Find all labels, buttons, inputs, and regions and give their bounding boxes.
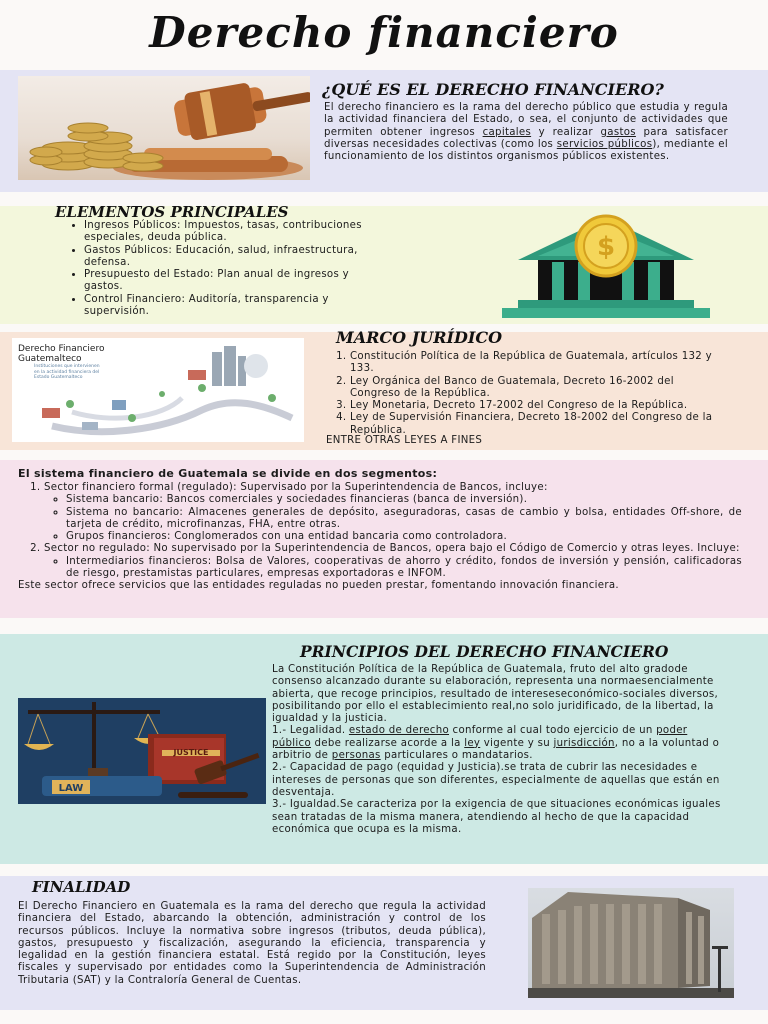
principio-legalidad: 1.- Legalidad. estado de derecho conforme al cual todo ejercicio de un poder público debe realizarse acorde a la ley vigente y su jurisdicción, no a la voluntad o arbitrio de personas particulares o mandatarios. — [272, 725, 720, 762]
list-item: • Ingresos Públicos: Impuestos, tasas, contribuciones especiales, deuda pública. — [84, 220, 386, 245]
sistema-heading: El sistema financiero de Guatemala se divide en dos segmentos: — [18, 467, 438, 480]
law-label: LAW — [58, 783, 84, 794]
marco-footer: ENTRE OTRAS LEYES A FINES — [326, 435, 483, 446]
capitales-link[interactable]: capitales — [482, 126, 532, 138]
elementos-heading: ELEMENTOS PRINCIPALES — [55, 203, 289, 221]
estado-de-derecho-link[interactable]: estado de derecho — [348, 725, 450, 737]
principios-intro: La Constitución Política de la República de Guatemala, fruto del alto gradode consenso alcanzado durante su elaboración, representa una normaesencialmente abierta, que recoge principios, resultado de interesesеconómico-sociales diversos, posibilitando por ello el establecimiento real,no solo juridificado, de la libertad, la igualdad y la justicia. — [272, 664, 719, 725]
list-item: ◦ Sistema bancario: Bancos comerciales y sociedades financieras (banca de inversión). — [66, 494, 742, 506]
sistema-body — [18, 482, 742, 593]
poder-publico-link[interactable]: poder público — [272, 725, 688, 749]
jurisdiccion-link[interactable]: jurisdicción — [553, 737, 615, 749]
personas-link[interactable]: personas — [331, 750, 381, 762]
justice-label: JUSTICE — [173, 748, 209, 757]
marco-list — [326, 351, 722, 437]
list-item: 1. Sector financiero formal (regulado): Supervisado por la Superintendencia de Bancos, incluye: ◦ Sistema bancario: Bancos comerciales y sociedades financieras (banca de inversión). ◦ Sistema no bancario: Almacenes generales de depósito, aseguradoras, casas de cambio y bolsa, entidades Off-shore, de tarjeta de crédito, microfinanzas, FHA, entre otras. ◦ Grupos financieros: Conglomerados con una entidad bancaria como controladora. — [44, 482, 742, 543]
svg-text:$: $ — [596, 232, 616, 262]
building-image — [528, 888, 734, 998]
principio-capacidad: 2.- Capacidad de pago (equidad y Justicia).se trata de cubrir las necesidades e intereses de personas que son diferentes, especialmente de aquellas que están en desventaja. — [272, 762, 720, 798]
sistema-footer: Este sector ofrece servicios que las entidades reguladas no pueden prestar, fomentando innovación financiera. — [18, 580, 619, 592]
list-item: • Control Financiero: Auditoría, transparencia y supervisión. — [84, 294, 386, 319]
city-illustration — [12, 338, 304, 442]
gavel-coins-image — [18, 76, 310, 180]
page-title: Derecho financiero — [149, 8, 619, 57]
principio-igualdad: 3.- Igualdad.Se caracteriza por la exigencia de que situaciones económicas iguales sean tratadas de la misma manera, atendiendo al hecho de que la capacidad económica que ocupa es la misma. — [272, 799, 721, 835]
que-es-text: El derecho financiero es la rama del derecho público que estudia y regula la actividad financiera del Estado, o sea, el conjunto de actividades que permiten obtener ingresos capitales y realizar gastos para satisfacer diversas necesidades colectivas (como los servicios públicos), mediante el funcionamiento de los distintos organismos públicos existentes. — [324, 102, 728, 163]
infographic-caption: Instituciones que intervienen en la actividad financiera del Estado Guatemalteco — [34, 364, 100, 380]
list-item: ◦ Sistema no bancario: Almacenes generales de depósito, aseguradoras, casas de cambio y bolsa, entidades Off-shore, de tarjeta de crédito, microfinanzas, FHA, entre otras. — [66, 507, 742, 532]
finalidad-text: El Derecho Financiero en Guatemala es la rama del derecho que regula la actividad financiera del Estado, abarcando la obtención, administración y control de los recursos públicos. Incluye la normativa sobre ingresos (tributos, deuda pública), gastos, presupuesto y fiscalización, asegurando la eficiencia, transparencia y legalidad en la gestión financiera estatal. Está regido por la Constitución, leyes fiscales y supervisado por entidades como la Superintendencia de Administración Tributaria (SAT) y la Contraloría General de Cuentas. — [18, 901, 486, 986]
finalidad-heading: FINALIDAD — [32, 878, 131, 896]
que-es-heading: ¿QUÉ ES EL DERECHO FINANCIERO? — [322, 80, 664, 99]
list-item: 1. Constitución Política de la República de Guatemala, artículos 132 y 133. — [350, 351, 722, 376]
list-item: • Presupuesto del Estado: Plan anual de ingresos y gastos. — [84, 269, 386, 294]
list-item: 2. Sector no regulado: No supervisado por la Superintendencia de Bancos, opera bajo el Código de Comercio y otras leyes. Incluye: ◦ Intermediarios financieros: Bolsa de Valores, cooperativas de ahorro y crédito, fondos de inversión y pensión, calificadoras de riesgo, prestamistas particulares, empresas exportadoras e INFOM. — [44, 543, 742, 580]
elementos-list — [66, 220, 386, 318]
bank-icon — [498, 214, 714, 320]
list-item: ◦ Intermediarios financieros: Bolsa de Valores, cooperativas de ahorro y crédito, fondos de inversión y pensión, calificadoras de riesgo, prestamistas particulares, empresas exportadoras e INFOM. — [66, 556, 742, 581]
list-item: 2. Ley Orgánica del Banco de Guatemala, Decreto 16-2002 del Congreso de la República. — [350, 376, 722, 401]
principios-heading: PRINCIPIOS DEL DERECHO FINANCIERO — [300, 642, 669, 661]
marco-heading: MARCO JURÍDICO — [336, 328, 502, 347]
marco-infographic-image — [12, 338, 304, 442]
list-item: • Gastos Públicos: Educación, salud, infraestructura, defensa. — [84, 245, 386, 270]
gastos-link[interactable]: gastos — [600, 126, 636, 138]
principios-body — [272, 664, 728, 836]
gavel-icon — [18, 76, 310, 180]
infographic-title: Derecho Financiero Guatemalteco — [18, 344, 105, 364]
servicios-publicos-link[interactable]: servicios públicos — [556, 138, 653, 150]
list-item: 3. Ley Monetaria, Decreto 17-2002 del Congreso de la República. — [350, 400, 722, 412]
list-item: 4. Ley de Supervisión Financiera, Decreto 18-2002 del Congreso de la República. — [350, 412, 722, 437]
law-justice-image — [18, 698, 266, 804]
list-item: ◦ Grupos financieros: Conglomerados con una entidad bancaria como controladora. — [66, 531, 742, 543]
ley-link[interactable]: ley — [464, 737, 481, 749]
